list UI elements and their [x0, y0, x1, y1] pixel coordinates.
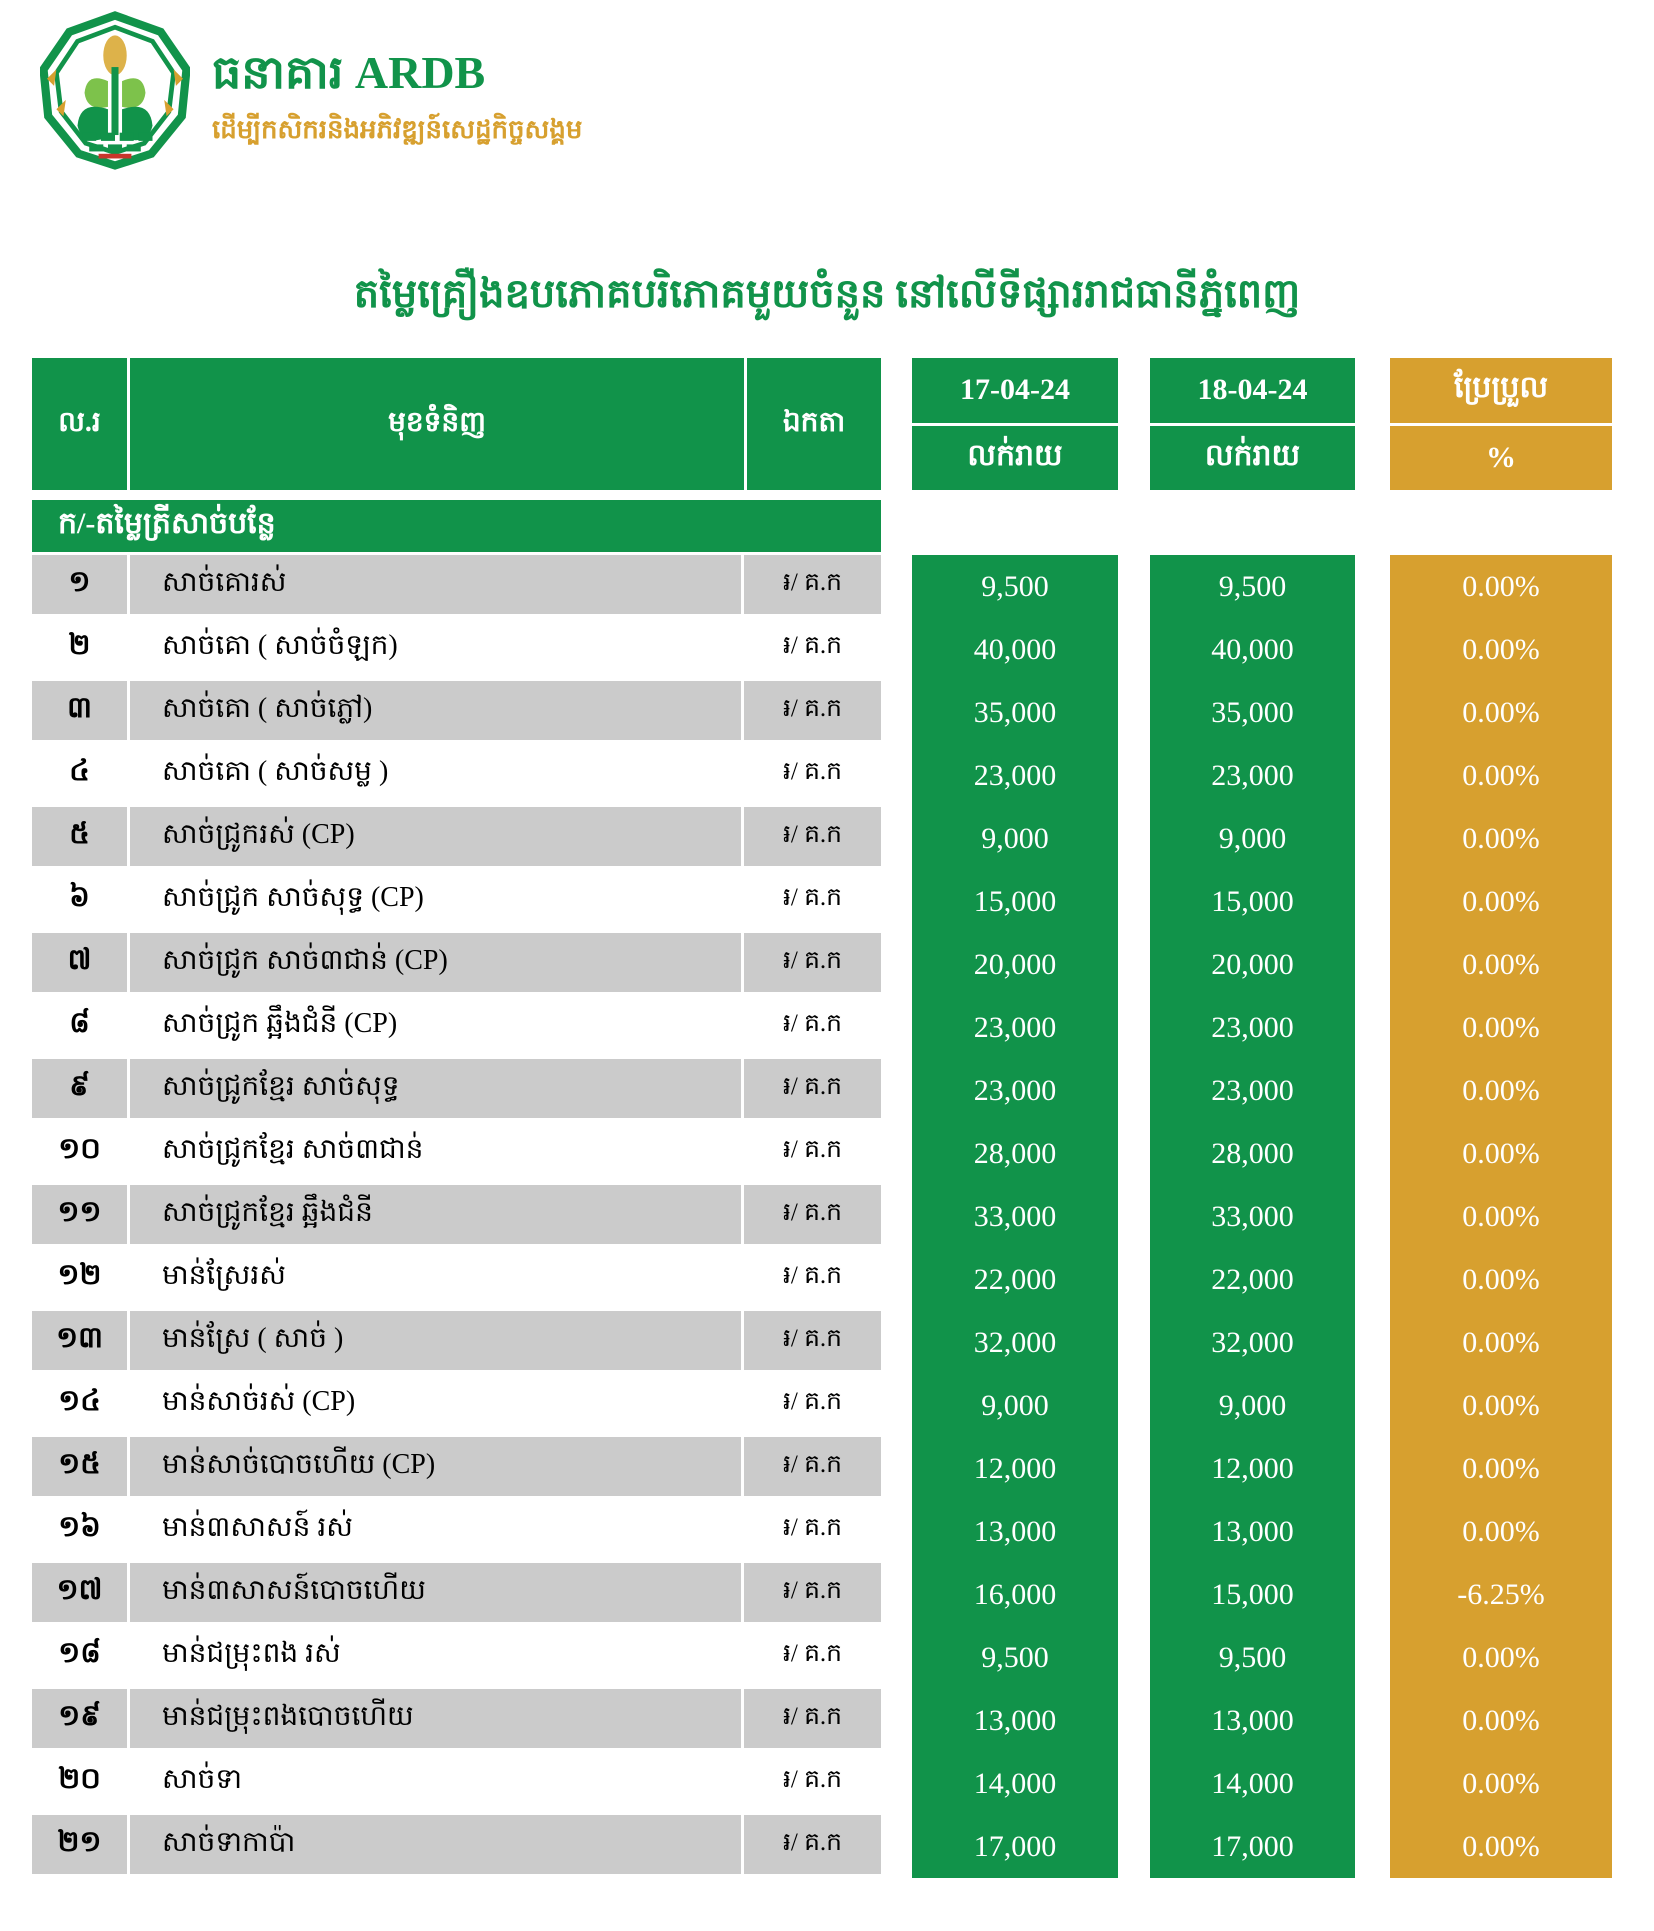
item-name: មាន់ស្រែ ( សាច់ )	[130, 1311, 744, 1370]
table-row	[32, 807, 881, 866]
table-row	[32, 744, 881, 803]
price-18: 23,000	[1211, 758, 1294, 792]
percent-label: %	[1486, 440, 1516, 474]
price-18: 20,000	[1211, 947, 1294, 981]
price-17: 9,000	[981, 1388, 1049, 1422]
table-row	[32, 1059, 881, 1118]
price-17: 14,000	[973, 1766, 1057, 1800]
table-row	[32, 1374, 881, 1433]
unit-label: ៛/ គ.ក	[782, 1324, 843, 1352]
item-name: សាច់ទា	[130, 1752, 744, 1811]
item-name: មាន់៣សាសន៍បោចហើយ	[130, 1563, 744, 1622]
price-17: 16,000	[973, 1577, 1057, 1611]
price-17: 40,000	[973, 632, 1057, 666]
change-percent: 0.00%	[1462, 569, 1540, 603]
table-row	[32, 1626, 881, 1685]
col-header-item: មុខទំនិញ	[130, 358, 747, 490]
price-17: 23,000	[973, 758, 1057, 792]
table-header-left	[32, 358, 881, 490]
unit-label: ៛/ គ.ក	[782, 1072, 843, 1100]
col-header-date1	[912, 358, 1118, 490]
change-percent: 0.00%	[1462, 1766, 1540, 1800]
unit-label: ៛/ គ.ក	[782, 1450, 843, 1478]
row-no: ៥	[32, 807, 130, 866]
unit-label: ៛/ គ.ក	[782, 1765, 843, 1793]
unit-label: ៛/ គ.ក	[782, 568, 843, 596]
date1-label: 17-04-24	[912, 358, 1118, 426]
price-17: 9,500	[981, 569, 1049, 603]
price-18: 33,000	[1211, 1199, 1294, 1233]
row-no: ១២	[32, 1248, 130, 1307]
item-name: សាច់ជ្រូក សាច់៣ជាន់ (CP)	[130, 933, 744, 992]
price-18: 35,000	[1211, 695, 1294, 729]
change-percent: 0.00%	[1462, 758, 1540, 792]
price-17: 20,000	[973, 947, 1057, 981]
item-name: សាច់ជ្រូកខ្មែរ សាច់៣ជាន់	[130, 1122, 744, 1181]
table-row	[32, 618, 881, 677]
item-name: សាច់ជ្រូករស់ (CP)	[130, 807, 744, 866]
item-name: សាច់ជ្រូកខ្មែរ ឆ្អឹងជំនី	[130, 1185, 744, 1244]
price-17: 23,000	[973, 1010, 1057, 1044]
table-row	[32, 996, 881, 1055]
table-row	[32, 1185, 881, 1244]
price-18: 13,000	[1211, 1514, 1294, 1548]
ardb-logo-icon	[40, 8, 190, 173]
change-percent: 0.00%	[1462, 947, 1540, 981]
change-percent: 0.00%	[1462, 1514, 1540, 1548]
row-no: ១៤	[32, 1374, 130, 1433]
item-name: សាច់ជ្រូកខ្មែរ សាច់សុទ្ធ	[130, 1059, 744, 1118]
table-row	[32, 1752, 881, 1811]
change-percent: -6.25%	[1457, 1577, 1545, 1611]
item-name: មាន់សាច់រស់ (CP)	[130, 1374, 744, 1433]
price-18: 9,500	[1218, 1640, 1287, 1674]
row-no: ១៩	[32, 1689, 130, 1748]
row-no: ៧	[32, 933, 130, 992]
unit-label: ៛/ គ.ក	[782, 946, 843, 974]
price-17: 15,000	[973, 884, 1057, 918]
unit-label: ៛/ គ.ក	[782, 820, 843, 848]
row-no: ២០	[32, 1752, 130, 1811]
row-no: ១៧	[32, 1563, 130, 1622]
table-row	[32, 1563, 881, 1622]
item-name: មាន់ស្រែរស់	[130, 1248, 744, 1307]
row-no: ៨	[32, 996, 130, 1055]
item-name: សាច់គោ ( សាច់សម្ល )	[130, 744, 744, 803]
price-17: 13,000	[973, 1514, 1057, 1548]
unit-label: ៛/ គ.ក	[782, 1828, 843, 1856]
table-row	[32, 1248, 881, 1307]
row-no: ១៦	[32, 1500, 130, 1559]
item-name: សាច់គោ ( សាច់ភ្លៅ)	[130, 681, 744, 740]
date2-label: 18-04-24	[1150, 358, 1355, 426]
change-percent: 0.00%	[1462, 1010, 1540, 1044]
table-row	[32, 1437, 881, 1496]
table-row	[32, 1500, 881, 1559]
table-body-left	[32, 555, 881, 1878]
price-17: 9,500	[981, 1640, 1049, 1674]
row-no: ៩	[32, 1059, 130, 1118]
price-18: 9,000	[1218, 1388, 1287, 1422]
change-percent: 0.00%	[1462, 1073, 1540, 1107]
row-no: ១១	[32, 1185, 130, 1244]
unit-label: ៛/ គ.ក	[782, 1135, 843, 1163]
row-no: ១៨	[32, 1626, 130, 1685]
unit-label: ៛/ គ.ក	[782, 1576, 843, 1604]
item-name: សាច់ជ្រូក សាច់សុទ្ធ (CP)	[130, 870, 744, 929]
item-name: សាច់គោ ( សាច់ចំឡក)	[130, 618, 744, 677]
change-percent: 0.00%	[1462, 1199, 1540, 1233]
price-18: 15,000	[1211, 884, 1294, 918]
table-row	[32, 933, 881, 992]
change-column	[1390, 555, 1612, 1878]
price-18: 13,000	[1211, 1703, 1294, 1737]
price-18: 12,000	[1211, 1451, 1294, 1485]
row-no: ១០	[32, 1122, 130, 1181]
col-header-no: ល.រ	[32, 358, 130, 490]
change-percent: 0.00%	[1462, 632, 1540, 666]
unit-label: ៛/ គ.ក	[782, 1198, 843, 1226]
item-name: សាច់ជ្រូក ឆ្អឹងជំនី (CP)	[130, 996, 744, 1055]
unit-label: ៛/ គ.ក	[782, 1009, 843, 1037]
price-17: 23,000	[973, 1073, 1057, 1107]
price-18: 28,000	[1211, 1136, 1294, 1170]
unit-label: ៛/ គ.ក	[782, 694, 843, 722]
price-18: 32,000	[1211, 1325, 1294, 1359]
table-row	[32, 870, 881, 929]
item-name: មាន់ជម្រុះពងបោចហើយ	[130, 1689, 744, 1748]
price-17: 32,000	[973, 1325, 1057, 1359]
price-17: 13,000	[973, 1703, 1057, 1737]
price-17: 17,000	[973, 1829, 1057, 1863]
col-header-date2	[1150, 358, 1355, 490]
change-percent: 0.00%	[1462, 1388, 1540, 1422]
table-row	[32, 1689, 881, 1748]
row-no: ២១	[32, 1815, 130, 1874]
item-name: មាន់សាច់បោចហើយ (CP)	[130, 1437, 744, 1496]
price-18: 17,000	[1211, 1829, 1294, 1863]
change-percent: 0.00%	[1462, 1703, 1540, 1737]
row-no: ២	[32, 618, 130, 677]
price-column-date2	[1150, 555, 1355, 1878]
change-percent: 0.00%	[1462, 1325, 1540, 1359]
unit-label: ៛/ គ.ក	[782, 757, 843, 785]
item-name: មាន់ជម្រុះពង រស់	[130, 1626, 744, 1685]
page-title: តម្លៃគ្រឿងឧបភោគបរិភោគមួយចំនួន នៅលើទីផ្សាររាជធានីភ្នំពេញ	[353, 271, 1301, 316]
change-percent: 0.00%	[1462, 821, 1540, 855]
price-18: 23,000	[1211, 1073, 1294, 1107]
change-label: ប្រែប្រួល	[1390, 358, 1612, 426]
table-row	[32, 1815, 881, 1874]
unit-label: ៛/ គ.ក	[782, 631, 843, 659]
price-column-date1	[912, 555, 1118, 1878]
item-name: សាច់គោរស់	[130, 555, 744, 614]
price-18: 23,000	[1211, 1010, 1294, 1044]
table-row	[32, 1122, 881, 1181]
price-17: 28,000	[973, 1136, 1057, 1170]
price-18: 9,000	[1218, 821, 1287, 855]
change-percent: 0.00%	[1462, 1829, 1540, 1863]
price-17: 33,000	[973, 1199, 1057, 1233]
unit-label: ៛/ គ.ក	[782, 1387, 843, 1415]
retail2-label: លក់រាយ	[1204, 438, 1301, 472]
table-row	[32, 681, 881, 740]
change-percent: 0.00%	[1462, 1136, 1540, 1170]
price-18: 14,000	[1211, 1766, 1294, 1800]
row-no: ៦	[32, 870, 130, 929]
price-17: 22,000	[973, 1262, 1057, 1296]
change-percent: 0.00%	[1462, 884, 1540, 918]
row-no: ១៥	[32, 1437, 130, 1496]
retail1-label: លក់រាយ	[967, 438, 1063, 472]
brand-name: ធនាគារ ARDB	[212, 47, 486, 98]
change-percent: 0.00%	[1462, 695, 1540, 729]
item-name: សាច់ទាកាប៉ា	[130, 1815, 744, 1874]
price-18: 15,000	[1211, 1577, 1294, 1611]
row-no: ១៣	[32, 1311, 130, 1370]
price-17: 12,000	[973, 1451, 1057, 1485]
unit-label: ៛/ គ.ក	[782, 1702, 843, 1730]
unit-label: ៛/ គ.ក	[782, 883, 843, 911]
price-17: 9,000	[981, 821, 1049, 855]
table-row	[32, 555, 881, 614]
price-17: 35,000	[973, 695, 1057, 729]
brand-tagline: ដើម្បីកសិករនិងអភិវឌ្ឍន៍សេដ្ឋកិច្ចសង្គម	[212, 114, 583, 144]
price-18: 40,000	[1211, 632, 1294, 666]
table-row	[32, 1311, 881, 1370]
item-name: មាន់៣សាសន៍ រស់	[130, 1500, 744, 1559]
row-no: ១	[32, 555, 130, 614]
brand-header	[40, 8, 582, 173]
price-18: 22,000	[1211, 1262, 1294, 1296]
change-percent: 0.00%	[1462, 1262, 1540, 1296]
change-percent: 0.00%	[1462, 1451, 1540, 1485]
unit-label: ៛/ គ.ក	[782, 1513, 843, 1541]
row-no: ៣	[32, 681, 130, 740]
col-header-unit: ឯកតា	[782, 406, 846, 438]
col-header-change	[1390, 358, 1612, 490]
unit-label: ៛/ គ.ក	[782, 1261, 843, 1289]
unit-label: ៛/ គ.ក	[782, 1639, 843, 1667]
price-18: 9,500	[1218, 569, 1287, 603]
section-header: ក/-តម្លៃត្រីសាច់បន្លែ	[32, 500, 881, 552]
row-no: ៤	[32, 744, 130, 803]
change-percent: 0.00%	[1462, 1640, 1540, 1674]
